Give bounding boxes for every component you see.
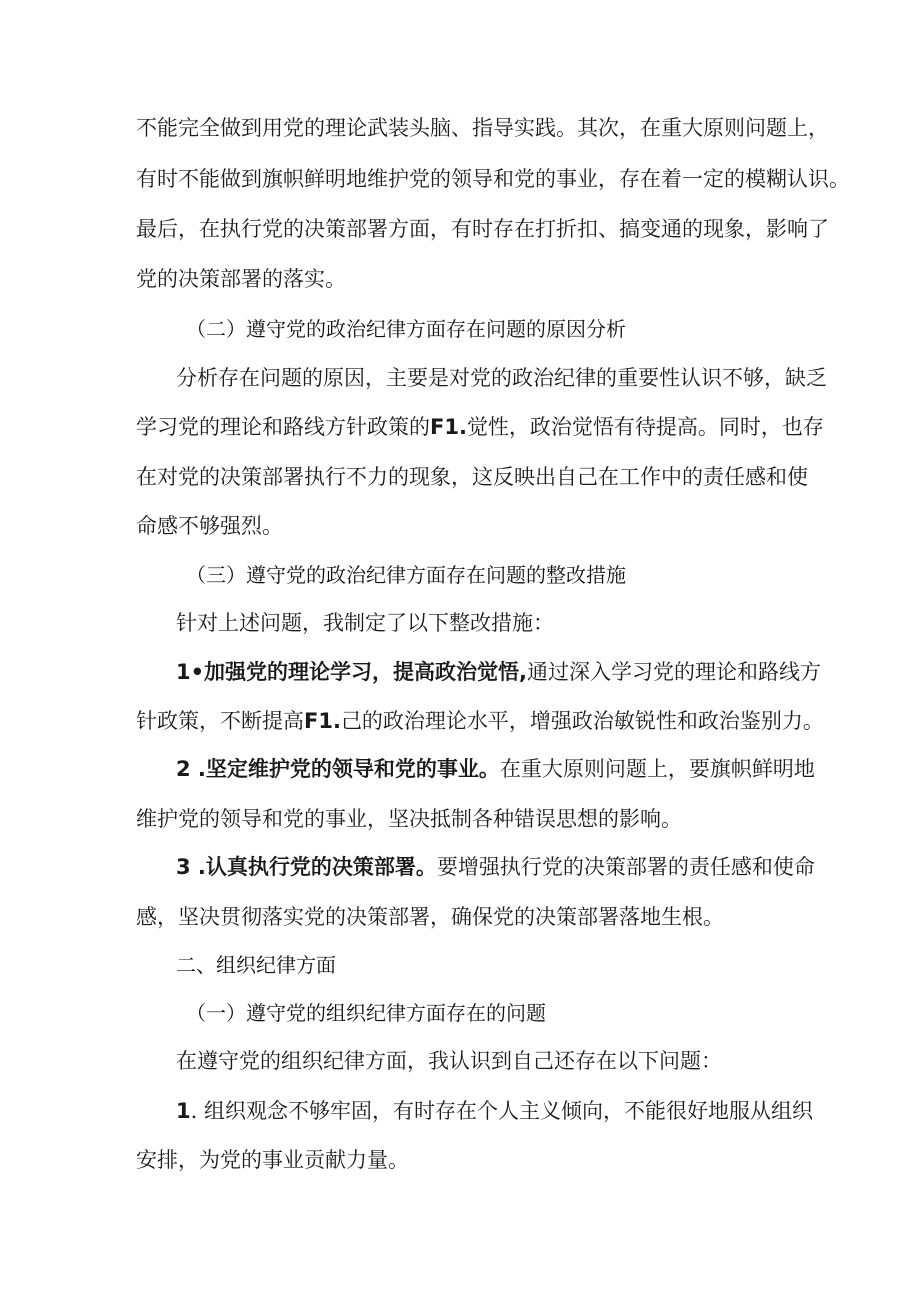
paragraph-line: 在对党的决策部署执行不力的现象，这反映出自己在工作中的责任感和使	[136, 465, 808, 489]
paragraph-line: 在遵守党的组织纪律方面，我认识到自己还存在以下问题：	[176, 1049, 722, 1073]
text-span: 己的政治理论水平，增强政治敏锐性和政治鉴别力。	[340, 709, 824, 733]
text-span: . 组织观念不够牢固，有时存在个人主义倾向，不能很好地服从组织	[190, 1099, 813, 1123]
text-span: 在重大原则问题上，要旗帜鲜明地	[499, 757, 815, 781]
paragraph-line: 维护党的领导和党的事业，坚决抵制各种错误思想的影响。	[136, 807, 682, 831]
paragraph-line: 安排，为党的事业贡献力量。	[136, 1148, 409, 1172]
section-heading: （二）遵守党的政治纪律方面存在问题的原因分析	[186, 317, 626, 341]
chapter-heading: 二、组织纪律方面	[176, 953, 336, 977]
paragraph-line: 分析存在问题的原因，主要是对党的政治纪律的重要性认识不够，缺乏	[176, 366, 827, 390]
paragraph-line: 最后，在执行党的决策部署方面，有时存在打折扣、搞变通的现象，影响了	[136, 217, 829, 241]
paragraph-line: 有时不能做到旗帜鲜明地维护党的领导和党的事业，存在着一定的模糊认识。	[136, 167, 850, 191]
paragraph-line	[136, 413, 824, 441]
paragraph-line: 不能完全做到用党的理论武装头脑、指导实践。其次，在重大原则问题上，	[136, 116, 829, 140]
measure-title: 1•加强党的理论学习，提高政治觉悟,	[176, 660, 528, 684]
measure-item	[176, 755, 815, 783]
item-number: 1	[176, 1099, 191, 1123]
paragraph-line	[136, 707, 824, 735]
text-span: 通过深入学习党的理论和路线方	[527, 660, 822, 684]
ocr-artifact: F1.	[304, 709, 341, 733]
text-span: 学习党的理论和路线方针政策的	[136, 415, 430, 439]
paragraph-line: 党的决策部署的落实。	[136, 267, 346, 291]
measure-item	[176, 853, 815, 881]
ocr-artifact: F1.	[430, 415, 467, 439]
measure-item	[176, 658, 821, 686]
section-heading: （一）遵守党的组织纪律方面存在的问题	[186, 1001, 546, 1025]
paragraph-line: 命感不够强烈。	[136, 514, 283, 538]
section-heading: （三）遵守党的政治纪律方面存在问题的整改措施	[186, 563, 626, 587]
text-span: 要增强执行党的决策部署的责任感和使命	[436, 855, 815, 879]
paragraph-line: 针对上述问题，我制定了以下整改措施：	[176, 611, 554, 635]
list-item	[176, 1097, 813, 1125]
measure-title: 2 .坚定维护党的领导和党的事业。	[176, 757, 500, 781]
measure-title: 3 .认真执行党的决策部署。	[176, 855, 437, 879]
text-span: 针政策，不断提高	[136, 709, 304, 733]
text-span: 觉性，政治觉悟有待提高。同时，也存	[466, 415, 824, 439]
paragraph-line: 感，坚决贯彻落实党的决策部署，确保党的决策部署落地生根。	[136, 905, 724, 929]
